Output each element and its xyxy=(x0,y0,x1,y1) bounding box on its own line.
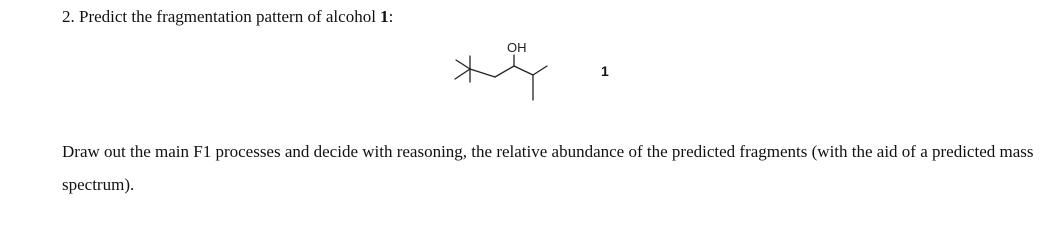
compound-number-label: 1 xyxy=(601,63,609,79)
bond-c4-methyl xyxy=(533,66,547,75)
question-heading xyxy=(62,7,393,27)
bond-tbutyl-lower-left xyxy=(455,69,470,79)
question-prefix: 2. Predict the fragmentation pattern of alcohol xyxy=(62,7,381,26)
skeletal-bonds xyxy=(455,55,547,100)
bond-c1-c2 xyxy=(470,69,495,77)
compound-reference: 1 xyxy=(380,7,389,26)
alcohol-structure-diagram xyxy=(445,38,575,108)
bond-c2-c3 xyxy=(495,66,514,77)
instructions-paragraph: Draw out the main F1 processes and decide with reasoning, the relative abundance of the predicted fragments (with the aid of a predicted mass spectrum). xyxy=(62,142,1034,194)
question-suffix: : xyxy=(388,7,394,26)
bond-tbutyl-left xyxy=(456,60,470,69)
hydroxyl-label: OH xyxy=(507,40,527,55)
bond-c3-c4 xyxy=(514,66,533,75)
